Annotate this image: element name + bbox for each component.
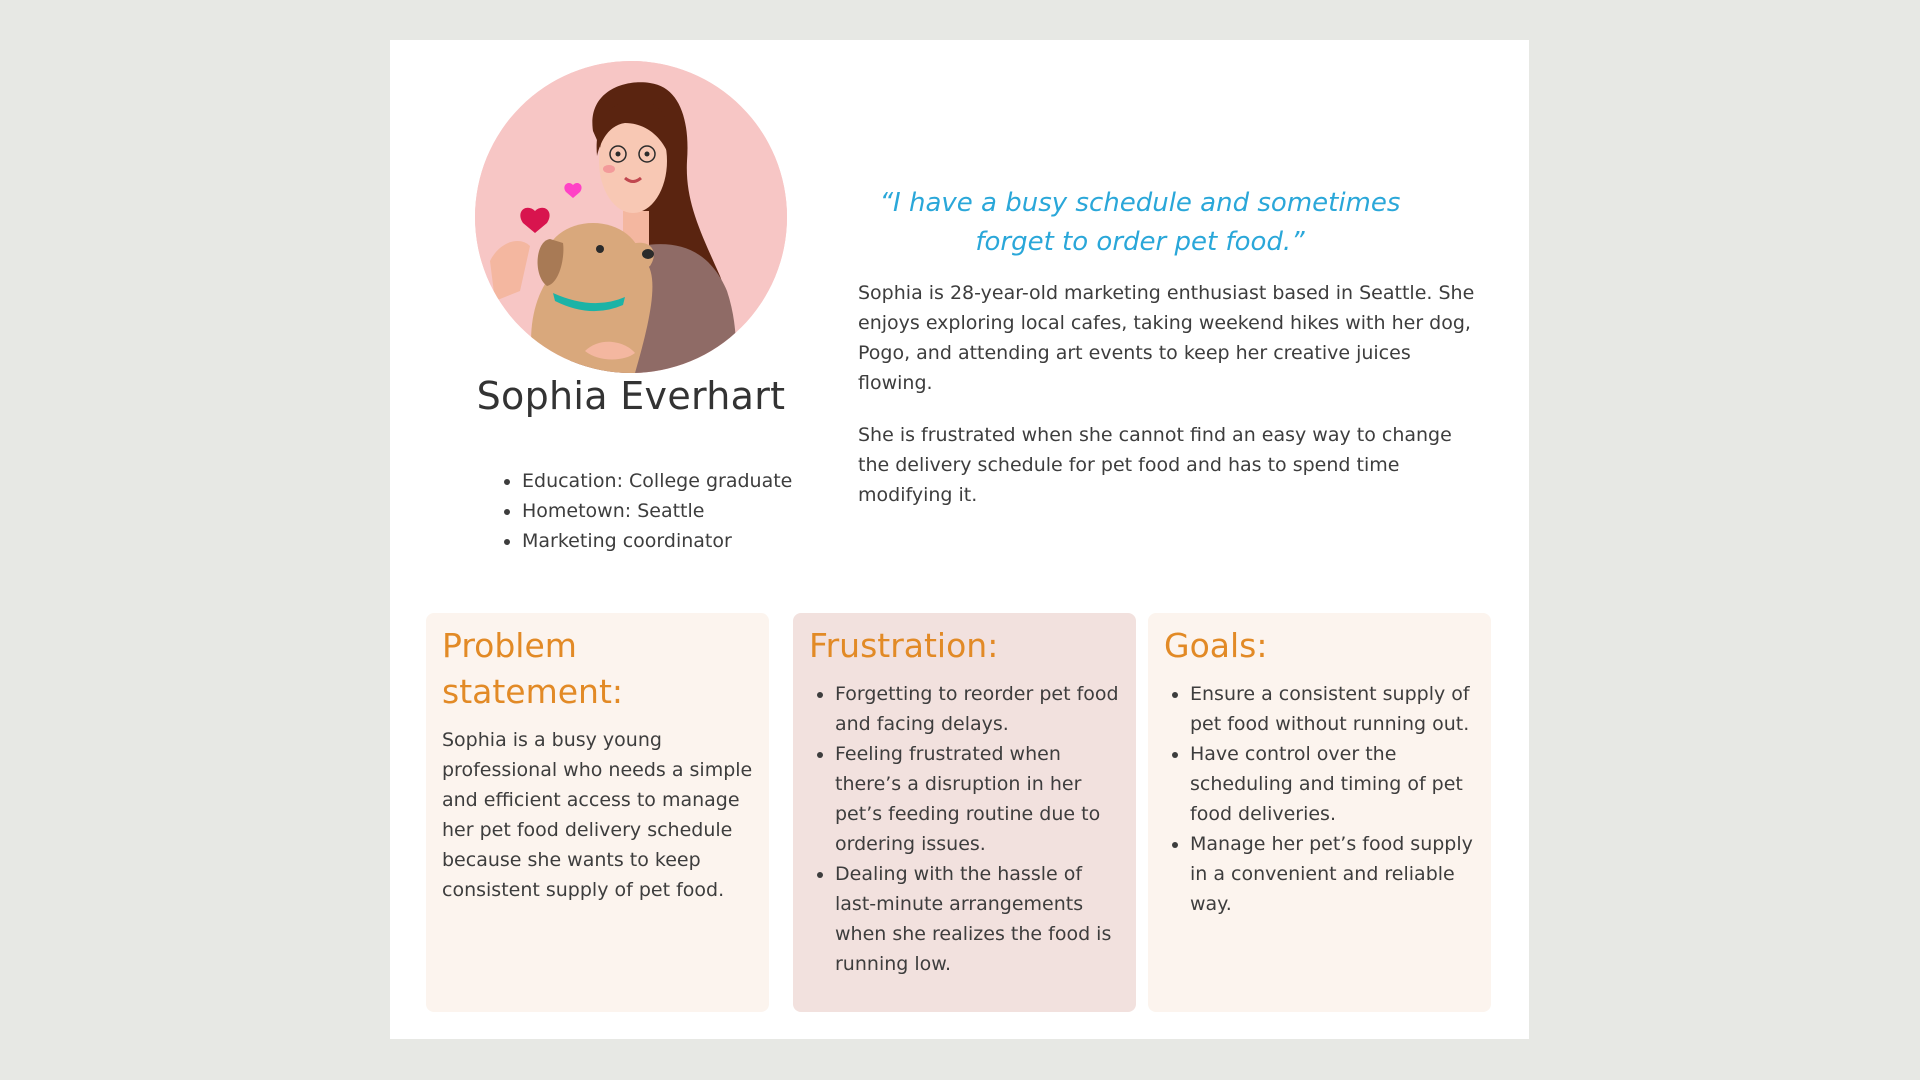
fact-hometown: • Hometown: Seattle: [522, 496, 792, 526]
persona-name: Sophia Everhart: [476, 374, 786, 418]
fact-education: • Education: College graduate: [522, 466, 792, 496]
quote-line-1: “I have a busy schedule and sometimes: [879, 188, 1401, 218]
problem-statement-box: [426, 613, 769, 1012]
fact-occupation: • Marketing coordinator: [522, 526, 792, 556]
quote-line-2: forget to order pet food.”: [975, 227, 1305, 257]
frustration-title: Frustration:: [809, 626, 999, 665]
persona-facts-list: [500, 466, 792, 556]
persona-quote: [860, 184, 1420, 262]
bio-paragraph-1: Sophia is 28-year-old marketing enthusiast based in Seattle. She enjoys exploring local cafes, taking weekend hikes with her dog, Pogo, and attending art events to keep her creative juices flowing.: [858, 282, 1475, 394]
goal-item: • Have control over the scheduling and timing of pet food deliveries.: [1190, 739, 1475, 829]
goal-item: • Manage her pet’s food supply in a convenient and reliable way.: [1190, 829, 1475, 919]
woman-with-dog-illustration: [475, 61, 787, 373]
persona-avatar: [475, 61, 787, 373]
goals-list: [1164, 679, 1475, 919]
frustration-item: • Feeling frustrated when there’s a disruption in her pet’s feeding routine due to ordering issues.: [835, 739, 1120, 859]
goals-box: [1148, 613, 1491, 1012]
frustration-item: • Dealing with the hassle of last-minute arrangements when she realizes the food is running low.: [835, 859, 1120, 979]
frustration-list: [809, 679, 1120, 979]
bio-paragraph-2: She is frustrated when she cannot find an easy way to change the delivery schedule for pet food and has to spend time modifying it.: [858, 424, 1452, 506]
persona-card: [390, 40, 1529, 1039]
persona-bio: [858, 278, 1488, 532]
goal-item: • Ensure a consistent supply of pet food without running out.: [1190, 679, 1475, 739]
frustration-item: • Forgetting to reorder pet food and facing delays.: [835, 679, 1120, 739]
frustration-box: [793, 613, 1136, 1012]
problem-statement-title: Problem statement:: [442, 626, 624, 711]
goals-title: Goals:: [1164, 626, 1268, 665]
problem-statement-text: Sophia is a busy young professional who needs a simple and efficient access to manage her pet food delivery schedule because she wants to keep consistent supply of pet food.: [442, 729, 753, 901]
